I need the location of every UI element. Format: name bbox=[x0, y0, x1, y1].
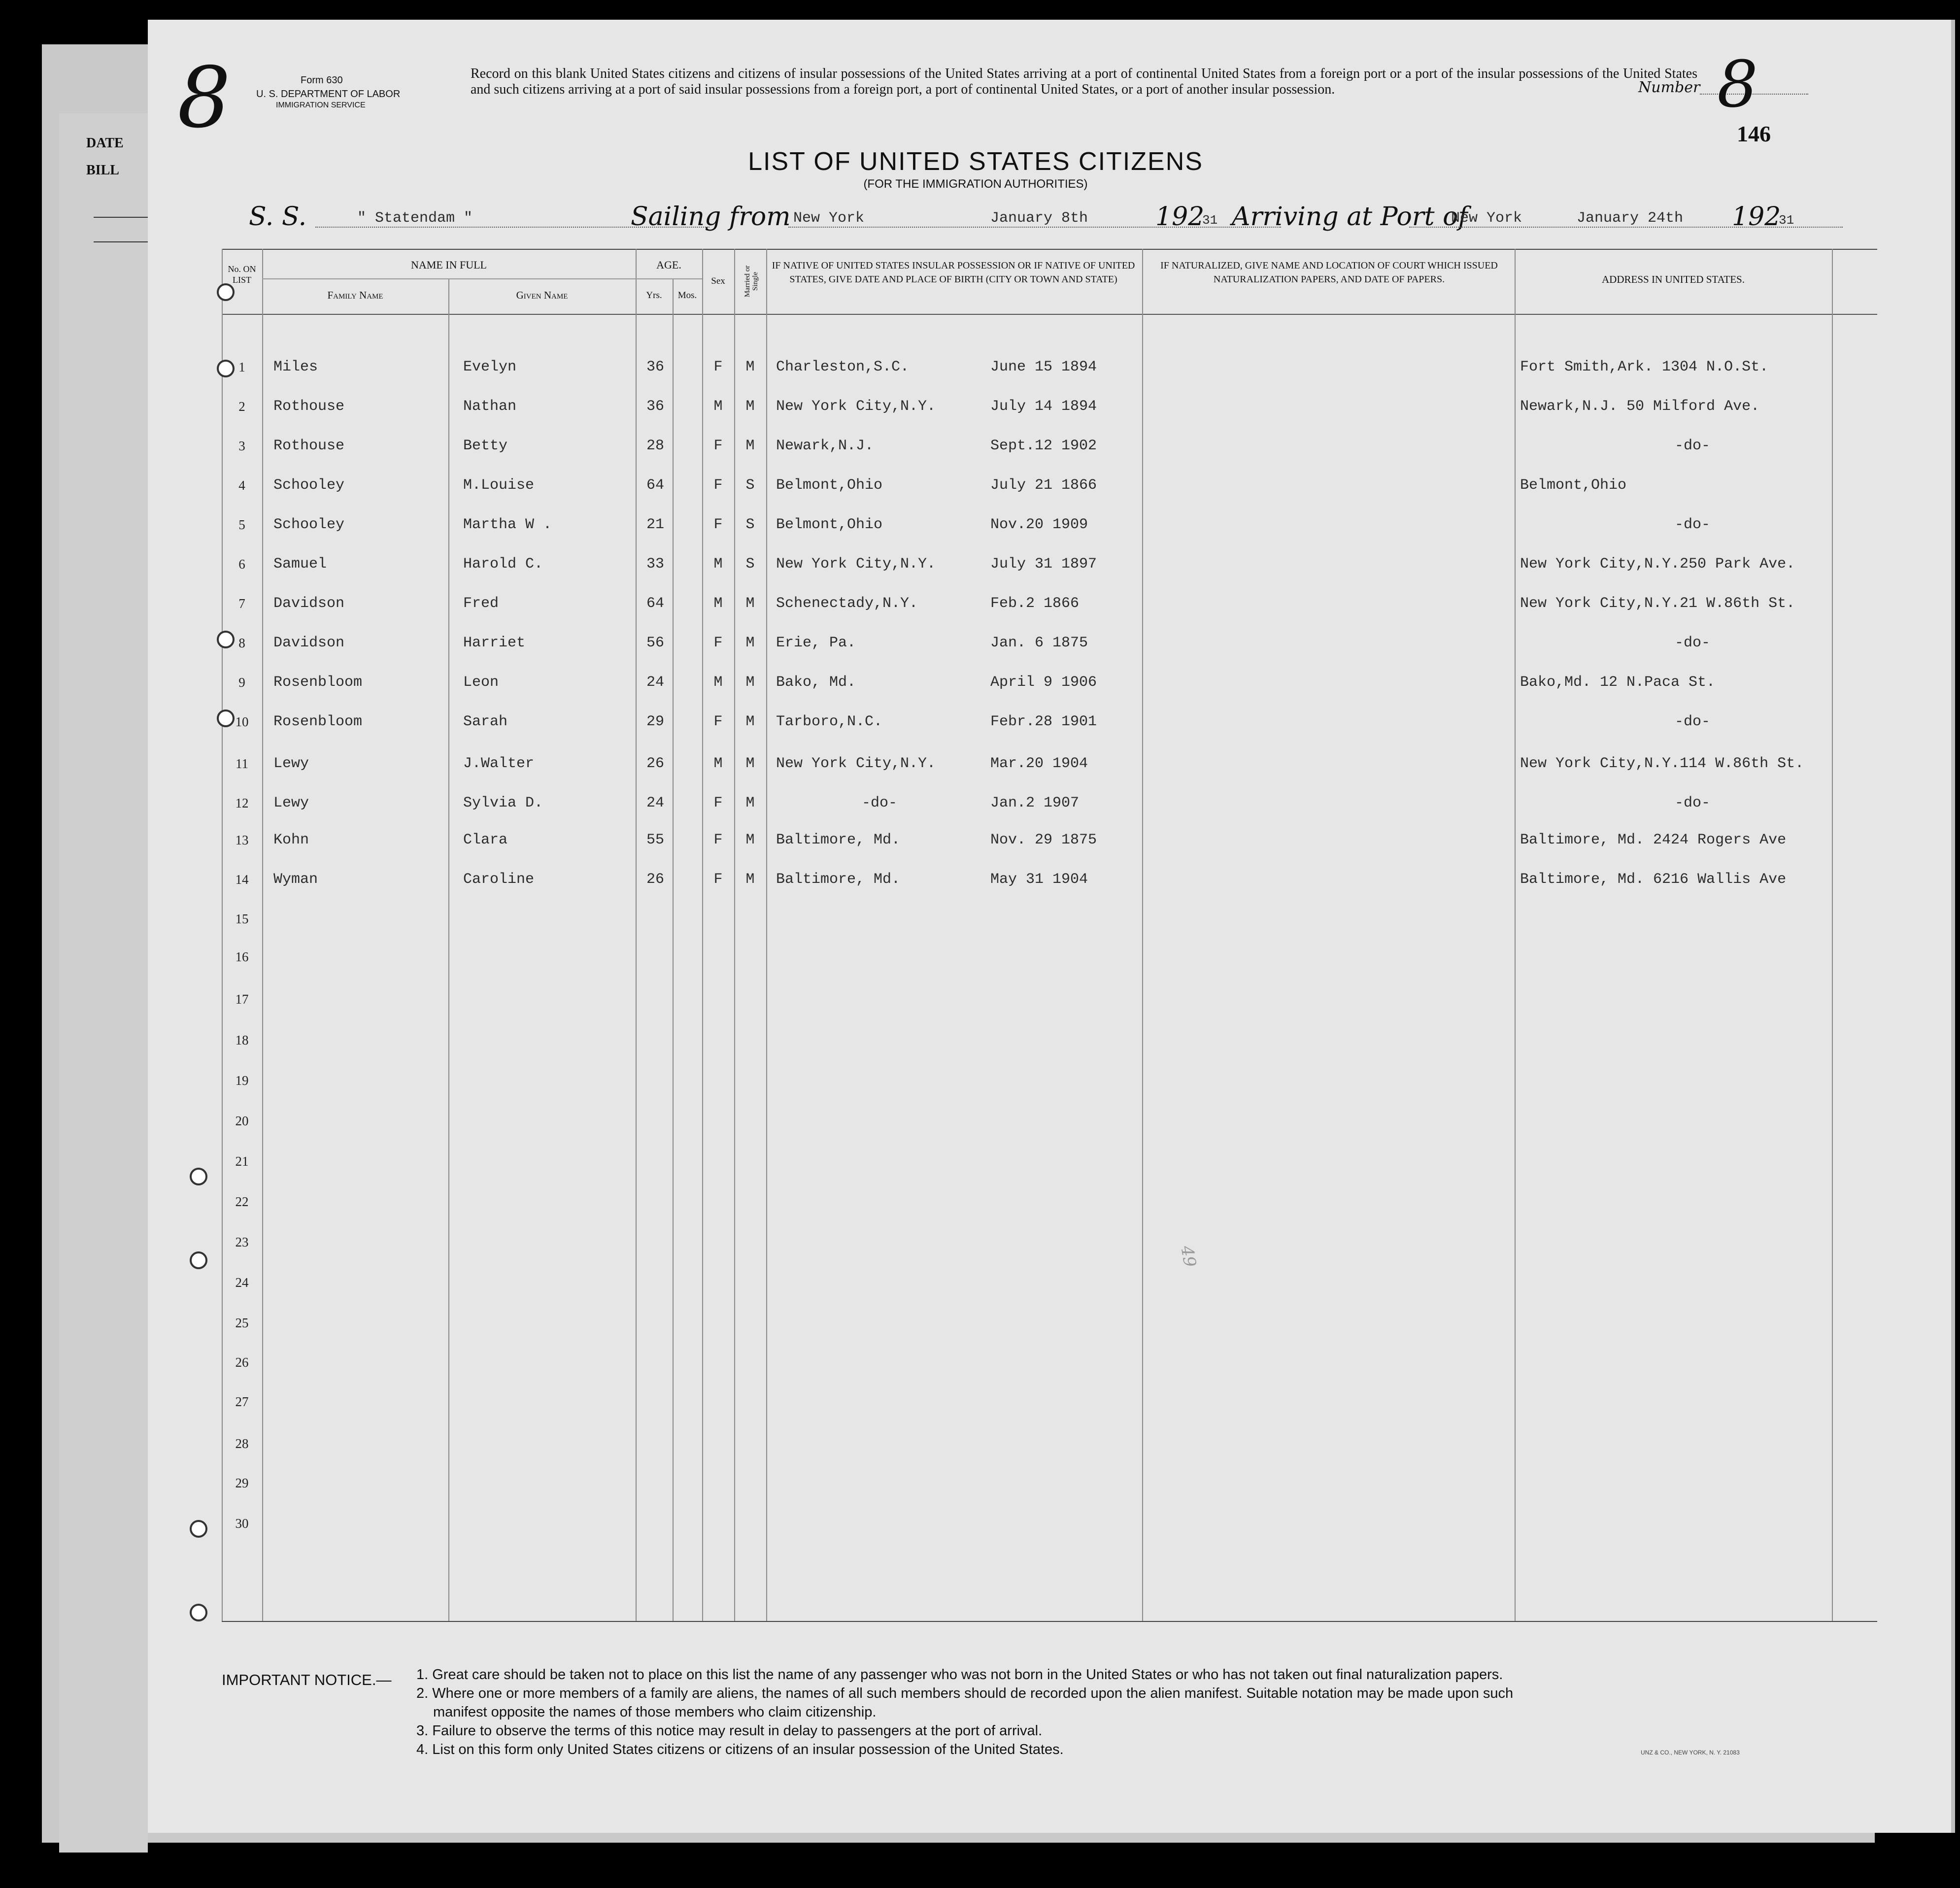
given-name: Clara bbox=[463, 832, 508, 848]
married-single: M bbox=[745, 674, 755, 691]
row-number: 12 bbox=[235, 796, 249, 810]
family-name: Wyman bbox=[273, 871, 318, 888]
printer-imprint: UNZ & CO., NEW YORK, N. Y. 21083 bbox=[1641, 1749, 1740, 1756]
table-row bbox=[222, 1111, 1877, 1150]
table-row bbox=[222, 1232, 1877, 1272]
header-naturalized: IF NATURALIZED, GIVE NAME AND LOCATION OF COURT WHICH ISSUED NATURALIZATION PAPERS, AND DATE OF PAPERS. bbox=[1160, 260, 1498, 285]
birth-place: Belmont,Ohio bbox=[776, 516, 883, 533]
birth-place: Baltimore, Md. bbox=[776, 832, 901, 848]
table-row bbox=[222, 1473, 1877, 1513]
row-number: 23 bbox=[235, 1235, 249, 1249]
header-family-name: Family Name bbox=[327, 289, 383, 301]
row-number: 22 bbox=[235, 1194, 249, 1209]
age: 36 bbox=[646, 398, 664, 415]
table-row bbox=[222, 830, 1877, 870]
married-single: M bbox=[745, 832, 755, 848]
address: Belmont,Ohio bbox=[1520, 477, 1627, 494]
birth-date: June 15 1894 bbox=[990, 359, 1097, 375]
row-number: 17 bbox=[235, 992, 249, 1007]
table-row bbox=[222, 1514, 1877, 1553]
row-number: 13 bbox=[235, 833, 249, 847]
birth-date: Jan. 6 1875 bbox=[990, 635, 1088, 651]
sex: F bbox=[713, 477, 723, 494]
sailing-from-label: Sailing from bbox=[631, 202, 791, 232]
given-name: Sarah bbox=[463, 713, 508, 730]
row-number: 15 bbox=[235, 911, 249, 926]
given-name: Harold C. bbox=[463, 556, 543, 573]
family-name: Kohn bbox=[273, 832, 309, 848]
table-row bbox=[222, 397, 1877, 436]
row-number: 18 bbox=[235, 1033, 249, 1047]
ship-name: " Statendam " bbox=[357, 210, 473, 227]
binder-hole bbox=[190, 1604, 207, 1621]
birth-place: Erie, Pa. bbox=[776, 635, 856, 651]
birth-place: Charleston,S.C. bbox=[776, 359, 910, 375]
row-number: 29 bbox=[235, 1476, 249, 1490]
sex: M bbox=[713, 556, 723, 573]
married-single: M bbox=[745, 755, 755, 772]
binder-hole bbox=[190, 1520, 207, 1538]
age: 64 bbox=[646, 595, 664, 612]
binder-hole bbox=[190, 1168, 207, 1185]
birth-place: Schenectady,N.Y. bbox=[776, 595, 918, 612]
header-address: ADDRESS IN UNITED STATES. bbox=[1602, 273, 1745, 285]
family-name: Lewy bbox=[273, 795, 309, 811]
table-row bbox=[222, 909, 1877, 948]
given-name: Nathan bbox=[463, 398, 517, 415]
family-name: Lewy bbox=[273, 755, 309, 772]
from-year-prefix: 192 bbox=[1155, 202, 1205, 232]
form-department: U. S. DEPARTMENT OF LABOR bbox=[256, 89, 401, 100]
table-row bbox=[222, 1392, 1877, 1431]
married-single: M bbox=[745, 595, 755, 612]
address: New York City,N.Y.21 W.86th St. bbox=[1520, 595, 1795, 612]
row-number: 8 bbox=[238, 636, 245, 650]
address: Baltimore, Md. 6216 Wallis Ave bbox=[1520, 871, 1787, 888]
address: New York City,N.Y.114 W.86th St. bbox=[1520, 755, 1804, 772]
address: -do- bbox=[1674, 713, 1710, 730]
sex: F bbox=[713, 713, 723, 730]
age: 24 bbox=[646, 674, 664, 691]
header-name-in-full: NAME IN FULL bbox=[411, 259, 487, 271]
faint-pencil-mark: 49 bbox=[1177, 1244, 1200, 1269]
family-name: Samuel bbox=[273, 556, 327, 573]
table-row bbox=[222, 1192, 1877, 1231]
age: 56 bbox=[646, 635, 664, 651]
birth-date: May 31 1904 bbox=[990, 871, 1088, 888]
birth-place: Bako, Md. bbox=[776, 674, 856, 691]
notice-item-2: 2. Where one or more members of a family are aliens, the names of all such members should de recorded upon the alien manifest. Suitable notation may be made upon such bbox=[416, 1686, 1514, 1701]
sex: F bbox=[713, 438, 723, 454]
manifest-sheet bbox=[148, 20, 1955, 1833]
header-given-name: Given Name bbox=[516, 289, 568, 301]
address: -do- bbox=[1674, 516, 1710, 533]
table-row bbox=[222, 793, 1877, 833]
birth-date: Feb.2 1866 bbox=[990, 595, 1080, 612]
form-service: IMMIGRATION SERVICE bbox=[276, 101, 366, 109]
ss-label: S. S. bbox=[249, 202, 307, 232]
birth-date: July 31 1897 bbox=[990, 556, 1097, 573]
row-number: 2 bbox=[238, 399, 245, 414]
birth-place: Tarboro,N.C. bbox=[776, 713, 883, 730]
age: 26 bbox=[646, 755, 664, 772]
address: Baltimore, Md. 2424 Rogers Ave bbox=[1520, 832, 1787, 848]
row-number: 28 bbox=[235, 1436, 249, 1451]
from-year: 31 bbox=[1202, 213, 1218, 228]
binder-hole bbox=[217, 360, 235, 377]
left-tab-bill-label: BILL bbox=[86, 163, 119, 178]
header-age: AGE. bbox=[656, 259, 681, 271]
birth-place: New York City,N.Y. bbox=[776, 755, 936, 772]
table-row bbox=[222, 754, 1877, 793]
binder-hole bbox=[217, 631, 235, 648]
family-name: Schooley bbox=[273, 477, 345, 494]
table-row bbox=[222, 1071, 1877, 1110]
arriving-label: Arriving at Port of bbox=[1232, 202, 1468, 232]
sex: F bbox=[713, 795, 723, 811]
row-number: 19 bbox=[235, 1073, 249, 1088]
to-date: January 24th bbox=[1577, 210, 1684, 227]
from-port: New York bbox=[793, 210, 865, 227]
row-number: 10 bbox=[235, 714, 249, 729]
birth-place: Newark,N.J. bbox=[776, 438, 874, 454]
number-value: 8 bbox=[1717, 47, 1758, 122]
table-row bbox=[222, 870, 1877, 909]
age: 28 bbox=[646, 438, 664, 454]
number-label: Number bbox=[1638, 79, 1700, 96]
row-number: 26 bbox=[235, 1355, 249, 1370]
age: 29 bbox=[646, 713, 664, 730]
table-row bbox=[222, 1434, 1877, 1473]
address: -do- bbox=[1674, 795, 1710, 811]
family-name: Rothouse bbox=[273, 398, 345, 415]
married-single: M bbox=[745, 359, 755, 375]
birth-date: Febr.28 1901 bbox=[990, 713, 1097, 730]
given-name: Leon bbox=[463, 674, 499, 691]
married-single: M bbox=[745, 635, 755, 651]
birth-place: -do- bbox=[861, 795, 897, 811]
married-single: M bbox=[745, 795, 755, 811]
given-name: Harriet bbox=[463, 635, 526, 651]
age: 26 bbox=[646, 871, 664, 888]
birth-date: July 14 1894 bbox=[990, 398, 1097, 415]
table-row bbox=[222, 989, 1877, 1029]
birth-date: Nov.20 1909 bbox=[990, 516, 1088, 533]
sex: M bbox=[713, 398, 723, 415]
row-number: 5 bbox=[238, 517, 245, 532]
page-title: LIST OF UNITED STATES CITIZENS bbox=[748, 147, 1203, 176]
family-name: Miles bbox=[273, 359, 318, 375]
form-instructions: Record on this blank United States citizens and citizens of insular possessions of the United States arriving at a port of continental United States from a foreign port or a port of the insular possessions of the United States and such citizens arriving at a port of said insular possessions from a foreign port, a port of continental United States, or a port of another insular possession. bbox=[471, 66, 1697, 97]
given-name: Betty bbox=[463, 438, 508, 454]
row-number: 9 bbox=[238, 675, 245, 690]
table-row bbox=[222, 1313, 1877, 1352]
table-row bbox=[222, 475, 1877, 515]
header-age-years: Yrs. bbox=[646, 290, 662, 301]
left-tab-date-label: DATE bbox=[86, 135, 124, 151]
address: Fort Smith,Ark. 1304 N.O.St. bbox=[1520, 359, 1769, 375]
given-name: M.Louise bbox=[463, 477, 535, 494]
birth-date: July 21 1866 bbox=[990, 477, 1097, 494]
birth-place: New York City,N.Y. bbox=[776, 556, 936, 573]
table-row bbox=[222, 633, 1877, 673]
birth-place: Baltimore, Md. bbox=[776, 871, 901, 888]
family-name: Davidson bbox=[273, 595, 345, 612]
notice-item-4: 4. List on this form only United States citizens or citizens of an insular possession of the United States. bbox=[416, 1742, 1064, 1757]
table-row bbox=[222, 712, 1877, 751]
row-number: 24 bbox=[235, 1275, 249, 1290]
birth-date: April 9 1906 bbox=[990, 674, 1097, 691]
row-number: 20 bbox=[235, 1113, 249, 1128]
sex: F bbox=[713, 871, 723, 888]
address: Bako,Md. 12 N.Paca St. bbox=[1520, 674, 1716, 691]
to-port: New York bbox=[1451, 210, 1522, 227]
table-row bbox=[222, 436, 1877, 475]
row-number: 25 bbox=[235, 1315, 249, 1330]
passenger-table bbox=[222, 249, 1877, 1621]
from-date: January 8th bbox=[990, 210, 1088, 227]
family-name: Schooley bbox=[273, 516, 345, 533]
notice-item-1: 1. Great care should be taken not to place on this list the name of any passenger who was not born in the United States or who has not taken out final naturalization papers. bbox=[416, 1667, 1503, 1683]
given-name: Martha W . bbox=[463, 516, 552, 533]
birth-date: Jan.2 1907 bbox=[990, 795, 1080, 811]
age: 36 bbox=[646, 359, 664, 375]
birth-date: Nov. 29 1875 bbox=[990, 832, 1097, 848]
given-name: Sylvia D. bbox=[463, 795, 543, 811]
address: -do- bbox=[1674, 438, 1710, 454]
form-number: Form 630 bbox=[301, 75, 343, 86]
family-name: Rosenbloom bbox=[273, 674, 363, 691]
header-birth: IF NATIVE OF UNITED STATES INSULAR POSSESSION OR IF NATIVE OF UNITED STATES, GIVE DATE AND PLACE OF BIRTH (CITY OR TOWN AND STATE) bbox=[772, 260, 1135, 285]
given-name: Caroline bbox=[463, 871, 535, 888]
given-name: J.Walter bbox=[463, 755, 535, 772]
sex: F bbox=[713, 635, 723, 651]
family-name: Rothouse bbox=[273, 438, 345, 454]
row-number: 27 bbox=[235, 1394, 249, 1409]
row-number: 6 bbox=[238, 557, 245, 572]
row-number: 30 bbox=[235, 1516, 249, 1531]
sex: M bbox=[713, 595, 723, 612]
table-row bbox=[222, 947, 1877, 986]
table-row bbox=[222, 1030, 1877, 1070]
family-name: Rosenbloom bbox=[273, 713, 363, 730]
header-sex: Sex bbox=[711, 276, 725, 286]
header-no: No. ON LIST bbox=[228, 264, 256, 285]
given-name: Fred bbox=[463, 595, 499, 612]
birth-date: Mar.20 1904 bbox=[990, 755, 1088, 772]
handwritten-sheet-number: 8 bbox=[177, 49, 231, 147]
row-number: 7 bbox=[238, 596, 245, 611]
married-single: M bbox=[745, 438, 755, 454]
age: 24 bbox=[646, 795, 664, 811]
table-row bbox=[222, 1273, 1877, 1312]
address: -do- bbox=[1674, 635, 1710, 651]
address: New York City,N.Y.250 Park Ave. bbox=[1520, 556, 1795, 573]
birth-place: New York City,N.Y. bbox=[776, 398, 936, 415]
to-year: 31 bbox=[1779, 213, 1794, 228]
married-single: S bbox=[745, 556, 755, 573]
header-age-months: Mos. bbox=[677, 290, 697, 301]
row-number: 4 bbox=[238, 478, 245, 493]
row-number: 16 bbox=[235, 949, 249, 964]
to-year-prefix: 192 bbox=[1732, 202, 1781, 232]
binder-hole bbox=[190, 1251, 207, 1269]
sex: M bbox=[713, 674, 723, 691]
row-number: 1 bbox=[238, 360, 245, 374]
table-row bbox=[222, 554, 1877, 594]
table-row bbox=[222, 673, 1877, 712]
sex: M bbox=[713, 755, 723, 772]
birth-place: Belmont,Ohio bbox=[776, 477, 883, 494]
sex: F bbox=[713, 516, 723, 533]
married-single: M bbox=[745, 398, 755, 415]
table-row bbox=[222, 515, 1877, 554]
sex: F bbox=[713, 832, 723, 848]
row-number: 14 bbox=[235, 872, 249, 887]
age: 64 bbox=[646, 477, 664, 494]
sex: F bbox=[713, 359, 723, 375]
table-row bbox=[222, 1352, 1877, 1392]
address: Newark,N.J. 50 Milford Ave. bbox=[1520, 398, 1760, 415]
binder-hole bbox=[217, 709, 235, 727]
given-name: Evelyn bbox=[463, 359, 517, 375]
page-number: 146 bbox=[1737, 121, 1771, 146]
table-row bbox=[222, 1151, 1877, 1191]
notice-label: IMPORTANT NOTICE.— bbox=[222, 1671, 392, 1688]
table-row bbox=[222, 357, 1877, 397]
header-married-single: Married or Single bbox=[743, 265, 759, 298]
family-name: Davidson bbox=[273, 635, 345, 651]
binder-hole bbox=[217, 283, 235, 301]
left-tab-sheet bbox=[59, 113, 148, 1853]
row-number: 21 bbox=[235, 1154, 249, 1169]
married-single: M bbox=[745, 713, 755, 730]
row-number: 11 bbox=[236, 756, 248, 771]
married-single: S bbox=[745, 516, 755, 533]
married-single: M bbox=[745, 871, 755, 888]
birth-date: Sept.12 1902 bbox=[990, 438, 1097, 454]
page-subtitle: (FOR THE IMMIGRATION AUTHORITIES) bbox=[863, 177, 1088, 191]
age: 21 bbox=[646, 516, 664, 533]
notice-items bbox=[416, 1665, 1934, 1759]
age: 33 bbox=[646, 556, 664, 573]
row-number: 3 bbox=[238, 438, 245, 453]
notice-item-3: 3. Failure to observe the terms of this notice may result in delay to passengers at the port of arrival. bbox=[416, 1723, 1043, 1739]
table-row bbox=[222, 594, 1877, 633]
age: 55 bbox=[646, 832, 664, 848]
notice-item-2-continued: manifest opposite the names of those members who claim citizenship. bbox=[433, 1704, 877, 1720]
married-single: S bbox=[745, 477, 755, 494]
